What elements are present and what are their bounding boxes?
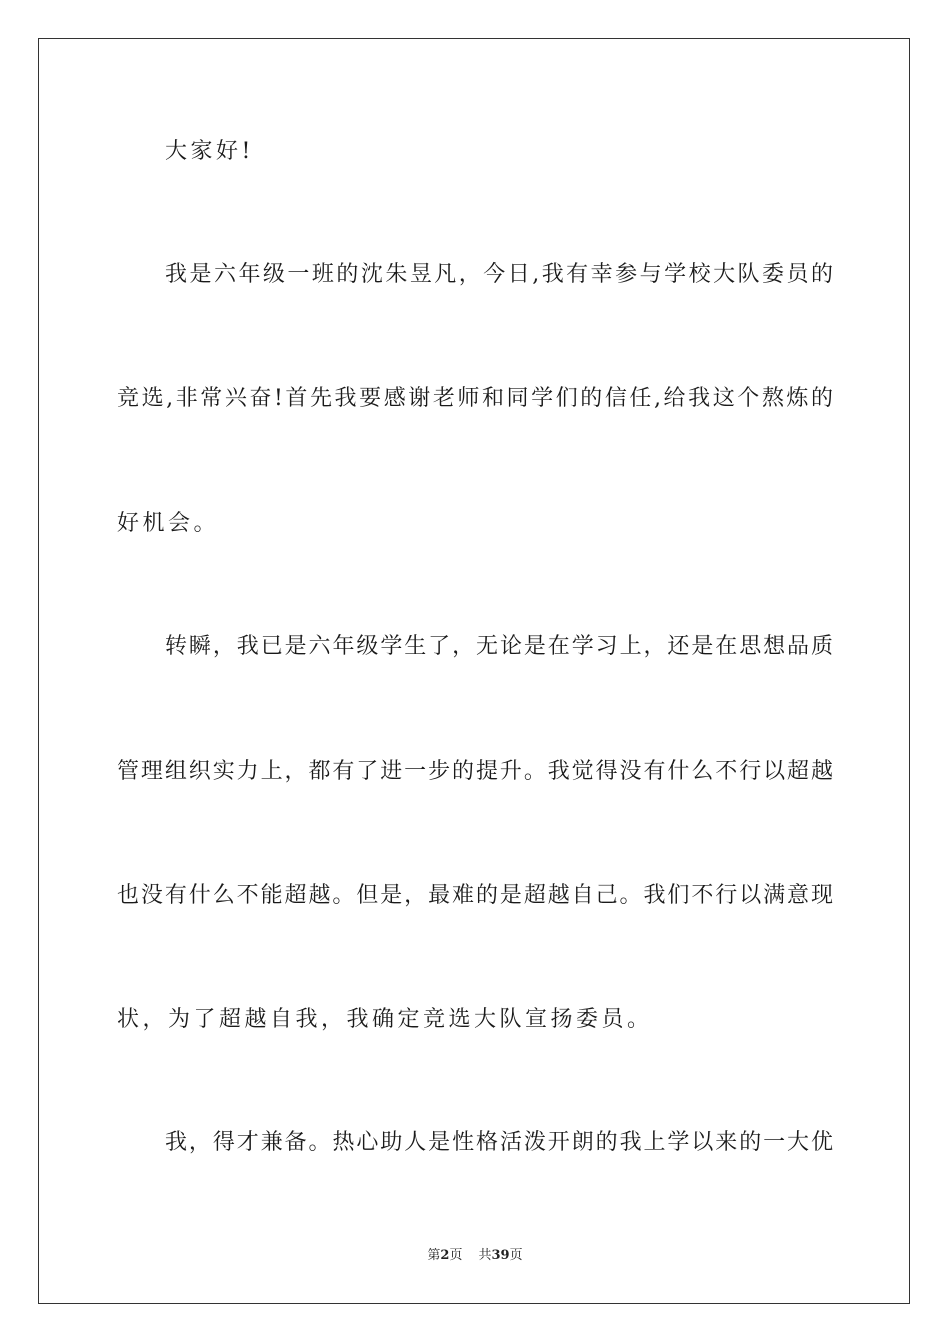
page-number: 2: [440, 1248, 450, 1263]
total-pages: 39: [491, 1248, 510, 1263]
paragraph-line: 状，为了超越自我，我确定竞选大队宣扬委员。: [117, 1007, 653, 1032]
greeting-line: 大家好!: [165, 139, 254, 164]
paragraph-line: 竞选,非常兴奋!首先我要感谢老师和同学们的信任,给我这个熬炼的: [117, 386, 833, 411]
paragraph-line: 管理组织实力上，都有了进一步的提升。我觉得没有什么不行以超越: [117, 759, 833, 784]
page-suffix: 页: [449, 1248, 463, 1263]
paragraph-line: 我，得才兼备。热心助人是性格活泼开朗的我上学以来的一大优: [165, 1130, 833, 1155]
paragraph-line: 好机会。: [117, 511, 220, 536]
page-border: [38, 38, 910, 1304]
paragraph-line: 也没有什么不能超越。但是，最难的是超越自己。我们不行以满意现: [117, 883, 833, 908]
total-prefix: 共: [478, 1248, 492, 1263]
total-suffix: 页: [509, 1248, 523, 1263]
paragraph-line: 转瞬，我已是六年级学生了，无论是在学习上，还是在思想品质: [165, 634, 833, 659]
paragraph-line: 我是六年级一班的沈朱昱凡，今日,我有幸参与学校大队委员的: [165, 262, 833, 287]
page-prefix: 第: [427, 1248, 441, 1263]
page-footer: [0, 1247, 950, 1265]
